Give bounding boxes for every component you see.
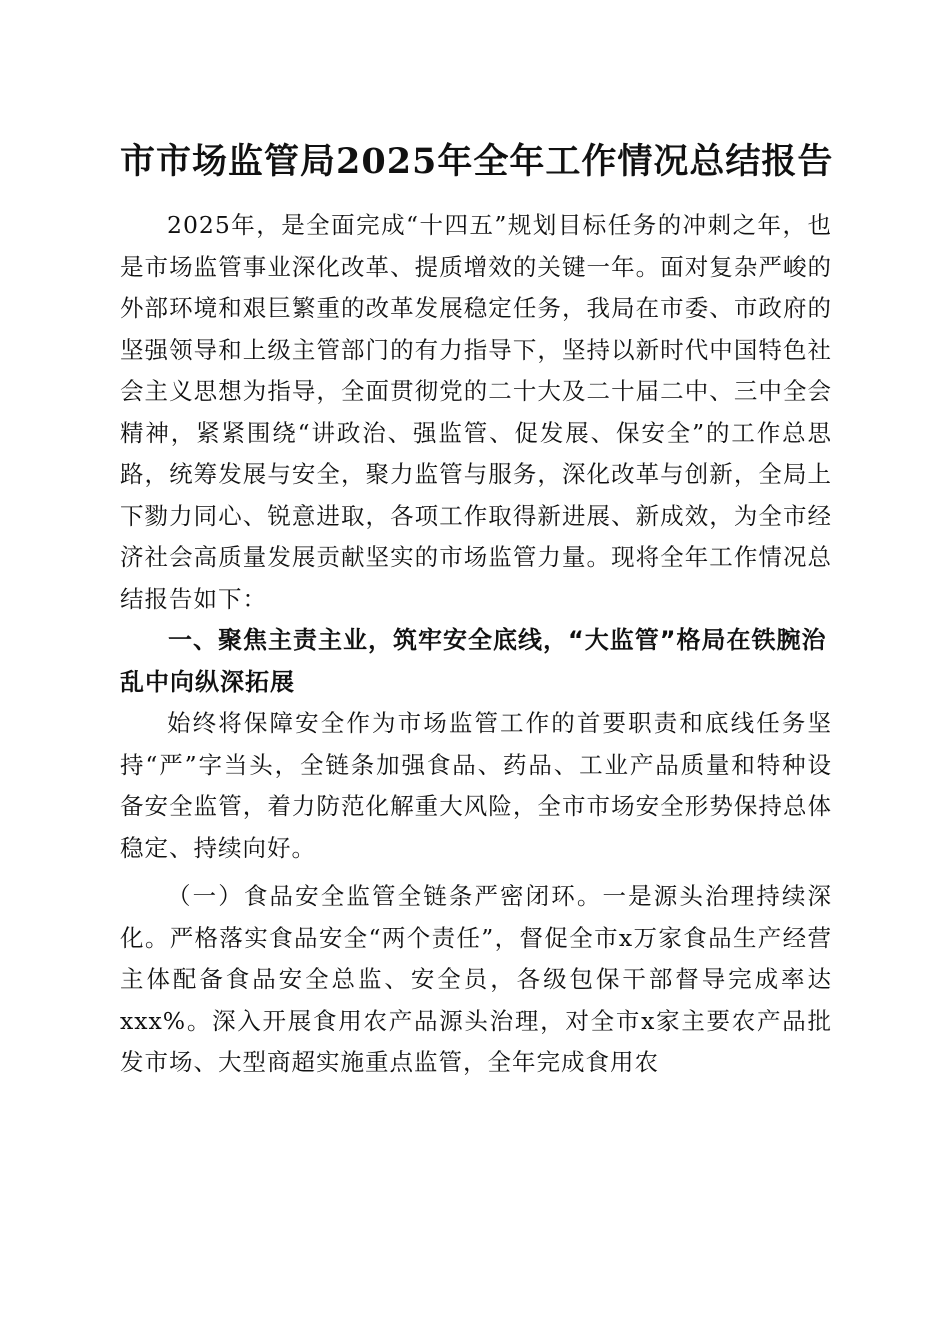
intro-paragraph: 2025年，是全面完成“十四五”规划目标任务的冲刺之年，也是市场监管事业深化改革、提质增效的关键一年。面对复杂严峻的外部环境和艰巨繁重的改革发展稳定任务，我局在市委、市政府的坚强领导和上级主管部门的有力指导下，坚持以新时代中国特色社会主义思想为指导，全面贯彻党的二十大及二十届二中、三中全会精神，紧紧围绕“讲政治、强监管、促发展、保安全”的工作总思路，统筹发展与安全，聚力监管与服务，深化改革与创新，全局上下勠力同心、锐意进取，各项工作取得新进展、新成效，为全市经济社会高质量发展贡献坚实的市场监管力量。现将全年工作情况总结报告如下： [120, 211, 832, 613]
document-body [120, 205, 832, 1084]
paragraph-gap [120, 869, 832, 876]
section-1-paragraph: 始终将保障安全作为市场监管工作的首要职责和底线任务坚持“严”字当头，全链条加强食品、药品、工业产品质量和特种设备安全监管，着力防范化解重大风险，全市市场安全形势保持总体稳定、持续向好。 [120, 709, 832, 862]
section-1-heading: 一、聚焦主责主业，筑牢安全底线，“大监管”格局在铁腕治乱中向纵深拓展 [120, 626, 827, 696]
document-title: 市市场监管局2025年全年工作情况总结报告 [120, 141, 834, 182]
subsection-1-paragraph: （一）食品安全监管全链条严密闭环。一是源头治理持续深化。严格落实食品安全“两个责任”，督促全市x万家食品生产经营主体配备食品安全总监、安全员，各级包保干部督导完成率达xxx%。深入开展食用农产品源头治理，对全市x家主要农产品批发市场、大型商超实施重点监管，全年完成食用农 [120, 882, 832, 1076]
